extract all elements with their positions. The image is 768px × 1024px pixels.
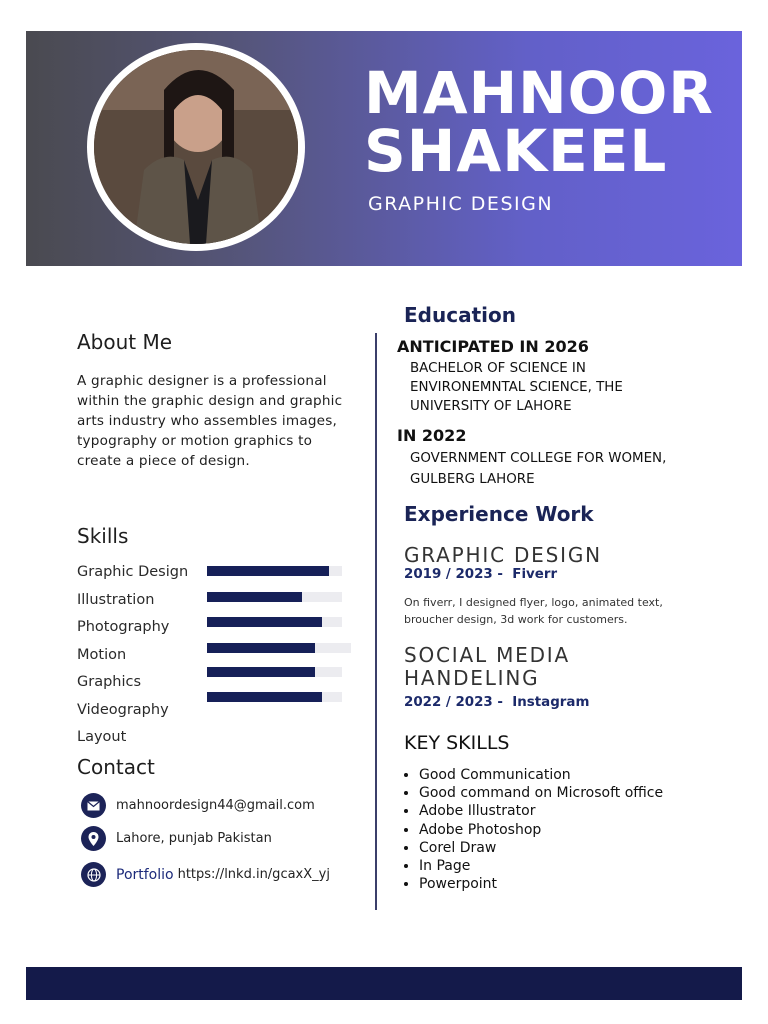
skill-bar-track — [207, 692, 342, 702]
key-skill-item: • Corel Draw — [419, 839, 663, 857]
skill-bar-fill — [207, 566, 329, 576]
skill-bar-fill — [207, 617, 322, 627]
skill-bar-track — [207, 667, 342, 677]
key-skill-item: • Good command on Microsoft office — [419, 784, 663, 802]
skill-label: Graphic Design — [77, 564, 189, 580]
education-line: BACHELOR OF SCIENCE IN — [410, 361, 586, 376]
skill-bar-track — [207, 566, 342, 576]
globe-icon — [81, 862, 106, 887]
skills-title: Skills — [77, 524, 129, 548]
key-skills-title: KEY SKILLS — [404, 732, 510, 754]
portfolio-link[interactable]: https://lnkd.in/gcaxX_yj — [177, 867, 330, 882]
skill-label: Videography — [77, 701, 169, 718]
experience-title: Experience Work — [404, 502, 594, 526]
job-meta: 2019 / 2023 - Fiverr — [404, 567, 558, 582]
skill-bar-fill — [207, 592, 302, 602]
skill-label: Motion — [77, 646, 127, 663]
skill-bar-fill — [207, 692, 322, 702]
job-title — [404, 644, 570, 690]
education-line: UNIVERSITY OF LAHORE — [410, 399, 572, 414]
about-title: About Me — [77, 330, 173, 354]
contact-location: Lahore, punjab Pakistan — [116, 831, 272, 846]
profile-photo — [94, 50, 298, 244]
education-heading: ANTICIPATED IN 2026 — [397, 337, 589, 356]
skills-list — [77, 562, 188, 755]
skill-bar-track — [207, 617, 342, 627]
job-title-line: HANDELING — [404, 666, 540, 690]
key-skills-list — [402, 766, 663, 893]
job-title: GRAPHIC DESIGN — [404, 543, 602, 567]
education-line: GULBERG LAHORE — [410, 472, 535, 487]
footer-bar — [26, 967, 742, 1000]
education-title: Education — [404, 303, 516, 327]
key-skill-item: • In Page — [419, 857, 663, 875]
portfolio-label: Portfolio — [116, 866, 174, 883]
skill-bar-fill — [207, 643, 315, 653]
about-text: A graphic designer is a professional within the graphic design and graphic arts industry who assembles images, typography or motion graphics to create a piece of design. — [77, 373, 343, 469]
skill-label: Photography — [77, 619, 170, 635]
location-pin-icon — [81, 826, 106, 851]
skill-label: Layout — [77, 729, 127, 745]
job-title-line: SOCIAL MEDIA — [404, 643, 570, 667]
skill-label: Illustration — [77, 591, 155, 608]
key-skill-item: • Adobe Illustrator — [419, 802, 663, 820]
contact-title: Contact — [77, 755, 155, 779]
skill-bar-track — [207, 592, 342, 602]
mail-icon — [81, 793, 106, 818]
education-details — [410, 359, 710, 416]
first-name: MAHNOOR — [364, 59, 714, 127]
skill-bar-fill — [207, 667, 315, 677]
job-description: On fiverr, I designed flyer, logo, animated text, broucher design, 3d work for customers. — [404, 596, 663, 626]
key-skill-item: • Good Communication — [419, 766, 663, 784]
last-name: SHAKEEL — [364, 117, 668, 185]
education-line: ENVIRONEMNTAL SCIENCE, THE — [410, 380, 623, 395]
job-meta: 2022 / 2023 - Instagram — [404, 695, 590, 710]
column-divider — [375, 333, 377, 910]
contact-portfolio-row[interactable] — [81, 862, 330, 887]
skill-bar-track — [207, 643, 351, 653]
contact-email[interactable]: mahnoordesign44@gmail.com — [116, 798, 315, 813]
candidate-name — [364, 59, 714, 185]
key-skill-item: • Powerpoint — [419, 875, 663, 893]
contact-location-row — [81, 826, 272, 851]
contact-email-row[interactable] — [81, 793, 315, 818]
skill-label: Graphics — [77, 674, 142, 690]
education-details — [410, 448, 710, 490]
job-role: GRAPHIC DESIGN — [368, 193, 554, 215]
education-line: GOVERNMENT COLLEGE FOR WOMEN, — [410, 451, 667, 466]
key-skill-item: • Adobe Photoshop — [419, 821, 663, 839]
education-heading: IN 2022 — [397, 426, 467, 445]
